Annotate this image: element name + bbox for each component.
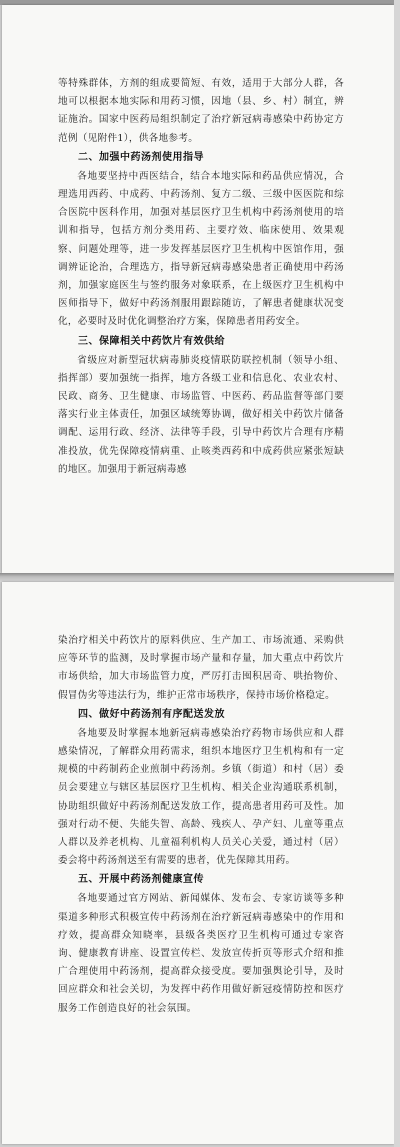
scan-right-edge	[394, 0, 400, 1147]
section-heading: 三、保障相关中药饮片有效供给	[78, 335, 225, 347]
section-heading: 四、做好中药汤剂有序配送发放	[78, 708, 225, 720]
body-paragraph: 染治疗相关中药饮片的原料供应、生产加工、市场流通、采购供应等环节的监测，及时掌握市场产量和存量，加大重点中药饮片市场供给，加大市场监管力度，严厉打击囤积居奇、哄抬物价、假冒伪劣等违法行为，维护正常市场秩序，保持市场价格稳定。	[58, 635, 344, 701]
page-separator	[0, 573, 400, 582]
document-page-1	[2, 5, 394, 573]
document-page-2	[2, 582, 394, 1144]
section-heading: 五、开展中药汤剂健康宣传	[78, 874, 204, 886]
section-heading: 二、加强中药汤剂使用指导	[78, 151, 204, 163]
body-paragraph: 各地要坚持中西医结合，结合本地实际和药品供应情况，合理选用西药、中成药、中药汤剂、复方二级、三级中医医院和综合医院中医科作用，加强对基层医疗卫生机构中药汤剂使用的培训和指导，包括方剂分类用药、主要疗效、临床使用、效果观察、问题处理等，进一步发挥基层医疗卫生机构中医馆作用，强调辨证论治，合理选方，指导新冠病毒感染患者正确使用中药汤剂，加强家庭医生与签约服务对象联系，在上级医疗卫生机构中医师指导下，做好中药汤剂服用跟踪随访，了解患者健康状况变化，必要时及时优化调整治疗方案，保障患者用药安全。	[58, 170, 344, 328]
body-paragraph: 各地要通过官方网站、新闻媒体、发布会、专家访谈等多种渠道多种形式积极宣传中药汤剂在治疗新冠病毒感染中的作用和疗效，提高群众知晓率，县级各类医疗卫生机构可通过专家咨询、健康教育讲座、设置宣传栏、发放宣传折页等形式介绍和推广合理使用中药汤剂，提高群众接受度。要加强舆论引导，及时回应群众和社会关切，为发挥中药作用做好新冠疫情防控和医疗服务工作创造良好的社会氛围。	[58, 893, 344, 1014]
body-paragraph: 省级应对新型冠状病毒肺炎疫情联防联控机制（领导小组、指挥部）要加强统一指挥，地方各级工业和信息化、农业农村、民政、商务、卫生健康、市场监管、中医药、药品监督等部门要落实行业主体责任，加强区域统筹协调，做好相关中药饮片储备调配、运用行政、经济、法律等手段，引导中药饮片合理有序精准投放，优先保障疫情病重、止咳类西药和中成药供应紧张短缺的地区。加强用于新冠病毒感	[58, 354, 344, 475]
page-1-body	[58, 75, 344, 479]
body-paragraph: 等特殊群体，方剂的组成要简短、有效，适用于大部分人群，各地可以根据本地实际和用药习惯，因地（县、乡、村）制宜，辨证施治。国家中医药局组织制定了治疗新冠病毒感染中药协定方范例（见附件1），供各地参考。	[58, 78, 344, 144]
page-2-body	[58, 632, 344, 1018]
body-paragraph: 各地要及时掌握本地新冠病毒感染治疗药物市场供应和人群感染情况，了解群众用药需求，组织本地医疗卫生机构和有一定规模的中药制药企业煎制中药汤剂。乡镇（街道）和村（居）委员会要建立与辖区基层医疗卫生机构、相关企业沟通联系机制，协助组织做好中药汤剂配送发放工作，提高患者用药可及性。加强对行动不便、失能失智、高龄、残疾人、孕产妇、儿童等重点人群以及养老机构、儿童福利机构人员关心关爱，通过村（居）委会将中药汤剂送至有需要的患者，优先保障其用药。	[58, 727, 344, 867]
